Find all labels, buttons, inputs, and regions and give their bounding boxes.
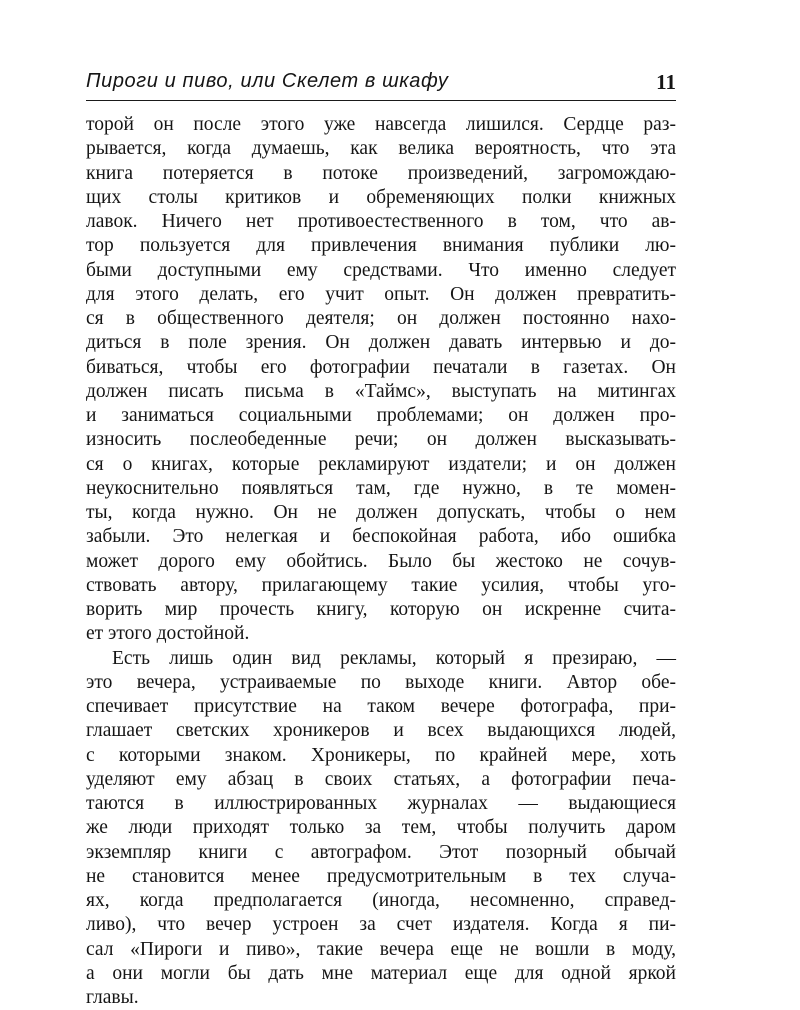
text-line: торой он после этого уже навсегда лишился. Сердце раз- (86, 113, 676, 137)
header-rule (86, 100, 676, 101)
text-line: же люди приходят только за тем, чтобы получить даром (86, 816, 676, 840)
text-line: ях, когда предполагается (иногда, несомненно, справед- (86, 889, 676, 913)
text-line: Есть лишь один вид рекламы, который я презираю, — (86, 647, 676, 671)
text-line: таются в иллюстрированных журналах — выдающиеся (86, 792, 676, 816)
text-line: ливо), что вечер устроен за счет издателя. Когда я пи- (86, 913, 676, 937)
text-line: тор пользуется для привлечения внимания публики лю- (86, 234, 676, 258)
running-header (86, 70, 676, 98)
text-line: не становится менее предусмотрительным в тех случа- (86, 865, 676, 889)
text-line: лавок. Ничего нет противоестественного в том, что ав- (86, 210, 676, 234)
text-line: биваться, чтобы его фотографии печатали в газетах. Он (86, 356, 676, 380)
text-line: ты, когда нужно. Он не должен допускать, чтобы о нем (86, 501, 676, 525)
text-line: спечивает присутствие на таком вечере фотографа, при- (86, 695, 676, 719)
text-line: это вечера, устраиваемые по выходе книги. Автор обе- (86, 671, 676, 695)
text-line: ся о книгах, которые рекламируют издатели; и он должен (86, 453, 676, 477)
text-line: книга потеряется в потоке произведений, загромождаю- (86, 162, 676, 186)
page-number: 11 (656, 70, 676, 95)
text-line: глашает светских хроникеров и всех выдающихся людей, (86, 719, 676, 743)
text-line: ет этого достойной. (86, 622, 676, 646)
text-line: для этого делать, его учит опыт. Он должен превратить- (86, 283, 676, 307)
body-text (86, 113, 676, 1010)
text-line: может дорого ему обойтись. Было бы жестоко не сочув- (86, 550, 676, 574)
paragraph (86, 647, 676, 1010)
text-line: а они могли бы дать мне материал еще для одной яркой (86, 962, 676, 986)
text-line: экземпляр книги с автографом. Этот позорный обычай (86, 841, 676, 865)
text-line: износить послеобеденные речи; он должен высказывать- (86, 428, 676, 452)
text-line: рывается, когда думаешь, как велика вероятность, что эта (86, 137, 676, 161)
text-line: должен писать письма в «Таймс», выступать на митингах (86, 380, 676, 404)
text-line: ся в общественного деятеля; он должен постоянно нахо- (86, 307, 676, 331)
text-line: неукоснительно появляться там, где нужно, в те момен- (86, 477, 676, 501)
text-line: главы. (86, 986, 676, 1010)
text-line: диться в поле зрения. Он должен давать интервью и до- (86, 331, 676, 355)
text-line: забыли. Это нелегкая и беспокойная работа, ибо ошибка (86, 525, 676, 549)
text-line: ворить мир прочесть книгу, которую он искренне счита- (86, 598, 676, 622)
text-line: и заниматься социальными проблемами; он должен про- (86, 404, 676, 428)
text-line: с которыми знаком. Хроникеры, по крайней мере, хоть (86, 744, 676, 768)
text-line: сал «Пироги и пиво», такие вечера еще не вошли в моду, (86, 938, 676, 962)
running-title: Пироги и пиво, или Скелет в шкафу (86, 70, 449, 93)
text-line: ствовать автору, прилагающему такие усилия, чтобы уго- (86, 574, 676, 598)
text-line: быми доступными ему средствами. Что именно следует (86, 259, 676, 283)
text-line: щих столы критиков и обременяющих полки книжных (86, 186, 676, 210)
paragraph (86, 113, 676, 647)
text-line: уделяют ему абзац в своих статьях, а фотографии печа- (86, 768, 676, 792)
